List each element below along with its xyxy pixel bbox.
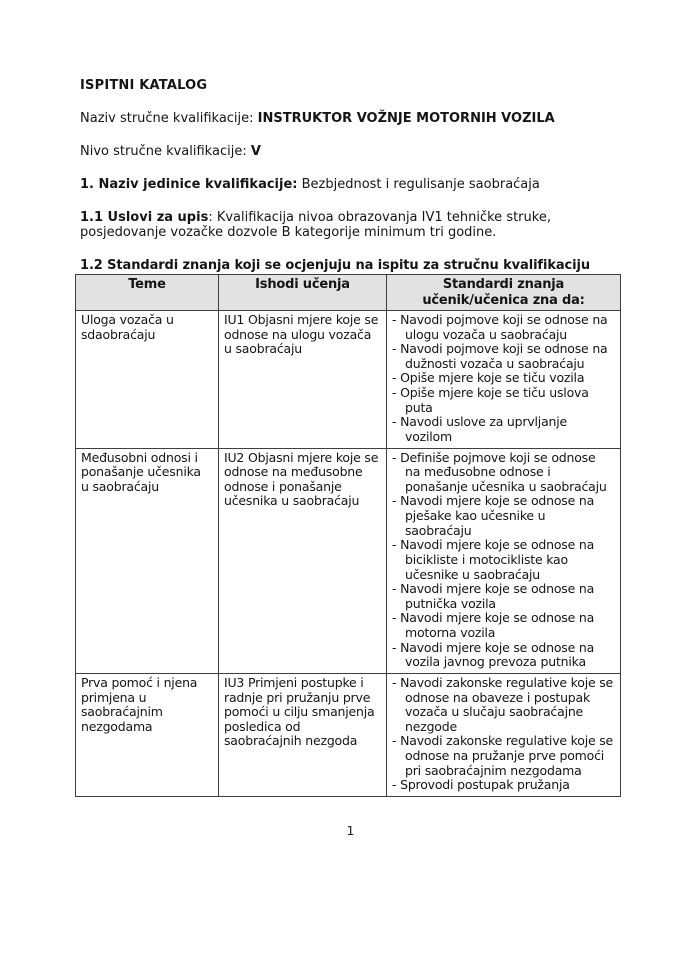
tema-cell: Uloga vozača u sdaobraćaju <box>76 310 219 448</box>
standard-bullet: - Definiše pojmove koji se odnose na međusobne odnose i ponašanje učesnika u saobraćaju <box>392 449 607 494</box>
header-standardi: Standardi znanja učenik/učenica zna da: <box>387 275 621 310</box>
catalog-title: ISPITNI KATALOG <box>80 78 208 93</box>
standard-bullet: - Navodi mjere koje se odnose na putnička vozila <box>392 581 595 611</box>
section-1-1-label: 1.1 Uslovi za upis <box>80 210 209 226</box>
header-ishodi: Ishodi učenja <box>219 275 387 310</box>
tema-cell: Međusobni odnosi i ponašanje učesnika u saobraćaju <box>76 448 219 673</box>
standard-bullet: - Navodi mjere koje se odnose na vozila javnog prevoza putnika <box>392 639 595 670</box>
standard-bullet: - Navodi mjere koje se odnose na bicikliste i motocikliste kao učesnike u saobraćaju <box>392 537 595 582</box>
standards-table-body <box>76 310 621 796</box>
standard-bullet: - Sprovodi postupak pružanja <box>392 777 570 793</box>
standard-bullet: - Navodi mjere koje se odnose na pješake kao učesnike u saobraćaju <box>392 493 595 538</box>
ishod-cell: IU2 Objasni mjere koje se odnose na međusobne odnose i ponašanje učesnika u saobraćaju <box>219 448 387 673</box>
standard-bullet: - Navodi zakonske regulative koje se odnose na obaveze i postupak vozača u slučaju saobraćajne nezgode <box>392 674 614 734</box>
standardi-cell <box>387 448 621 673</box>
standard-bullet: - Navodi zakonske regulative koje se odnose na pružanje prve pomoći pri saobraćajnim nezgodama <box>392 733 614 778</box>
ishod-cell: IU3 Primjeni postupke i radnje pri pružanju prve pomoći u cilju smanjenja posledica od saobraćajnih nezgoda <box>219 673 387 796</box>
section-1-text: Bezbjednost i regulisanje saobraćaja <box>297 177 540 193</box>
standards-table-header <box>76 275 621 310</box>
section-1-label: 1. Naziv jedinice kvalifikacije: <box>80 177 298 193</box>
standard-bullet: - Navodi mjere koje se odnose na motorna vozila <box>392 610 595 640</box>
section-1-2-heading: 1.2 Standardi znanja koji se ocjenjuju na ispitu za stručnu kvalifikaciju <box>80 258 591 274</box>
section-1-line <box>80 177 621 192</box>
table-row <box>76 673 621 796</box>
qualification-level-value: V <box>250 144 261 160</box>
table-row <box>76 310 621 448</box>
ishod-cell: IU1 Objasni mjere koje se odnose na ulogu vozača u saobraćaju <box>219 310 387 448</box>
standards-table <box>75 274 621 796</box>
qualification-level-label: Nivo stručne kvalifikacije: <box>80 144 251 160</box>
qualification-name-label: Naziv stručne kvalifikacije: <box>80 111 258 127</box>
page-number: 1 <box>346 822 355 838</box>
section-1-1-text: : Kvalifikacija nivoa obrazovanja IV1 tehničke struke, posjedovanje vozačke dozvole B kategorije minimum tri godine. <box>80 210 551 241</box>
standard-bullet: - Opiše mjere koje se tiču uslova puta <box>392 385 589 415</box>
standard-bullet: - Navodi uslove za uprvljanje vozilom <box>392 414 568 444</box>
tema-cell: Prva pomoć i njena primjena u saobraćajnim nezgodama <box>76 673 219 796</box>
header-teme: Teme <box>76 275 219 310</box>
standard-bullet: - Navodi pojmove koji se odnose na dužnosti vozača u saobraćaju <box>392 341 608 371</box>
qualification-level-line <box>80 144 621 159</box>
standardi-cell <box>387 310 621 448</box>
qualification-name-value: INSTRUKTOR VOŽNJE MOTORNIH VOZILA <box>257 111 555 127</box>
qualification-name-line <box>80 111 621 126</box>
header-row <box>76 275 621 310</box>
table-row <box>76 448 621 673</box>
standard-bullet: - Opiše mjere koje se tiču vozila <box>392 370 585 386</box>
standardi-cell <box>387 673 621 796</box>
standard-bullet: - Navodi pojmove koji se odnose na ulogu vozača u saobraćaju <box>392 311 608 342</box>
section-1-1-line <box>80 210 621 240</box>
